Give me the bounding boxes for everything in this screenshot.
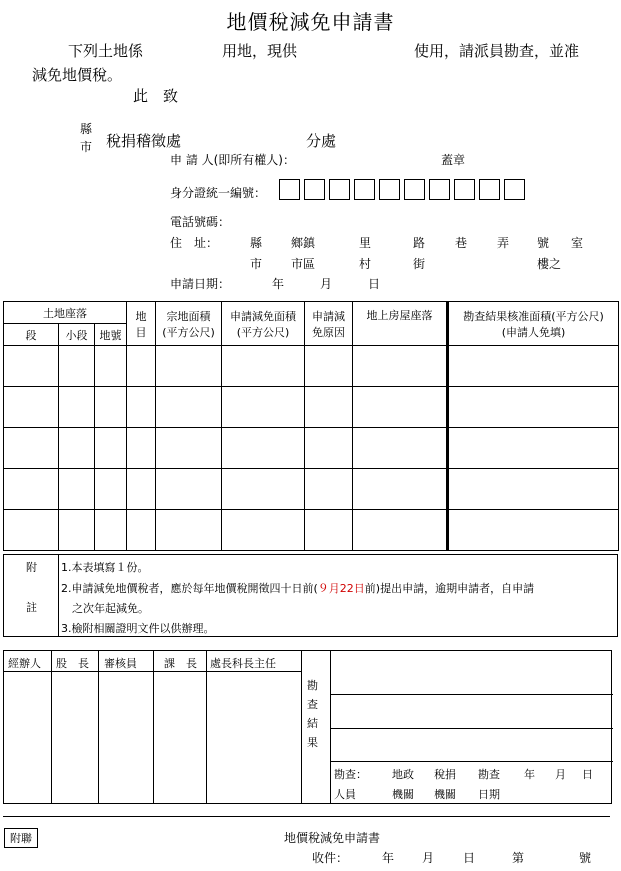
table-cell[interactable] [59, 469, 95, 510]
col-section-chief: 股 長 [56, 657, 89, 670]
id-digit-box[interactable] [429, 179, 450, 200]
addr-lane: 巷 [455, 236, 468, 250]
receipt-day: 日 [463, 851, 476, 865]
table-cell[interactable] [448, 387, 619, 428]
table-cell[interactable] [353, 387, 448, 428]
table-row [4, 346, 619, 387]
table-cell[interactable] [127, 469, 156, 510]
table-cell[interactable] [305, 510, 353, 551]
header-reason: 申請減 免原因 [305, 302, 353, 346]
survey-land: 地政 [392, 768, 414, 781]
date-day: 日 [368, 277, 381, 291]
table-cell[interactable] [59, 346, 95, 387]
addr-village: 村 [359, 257, 372, 271]
survey-tax: 稅捐 [434, 768, 456, 781]
survey-day: 日 [582, 768, 593, 781]
col-reviewer: 審核員 [104, 657, 137, 670]
table-cell[interactable] [222, 346, 305, 387]
addr-city: 市 [250, 257, 263, 271]
id-digit-box[interactable] [304, 179, 325, 200]
table-cell[interactable] [353, 428, 448, 469]
survey-survey: 勘查 [478, 768, 500, 781]
header-subsection: 小段 [59, 324, 95, 346]
header-apply-area: 申請減免面積 (平方公尺) [222, 302, 305, 346]
id-digit-box[interactable] [354, 179, 375, 200]
signoff-divider [153, 651, 154, 803]
survey-agency-1: 機關 [392, 788, 414, 801]
receipt-month: 月 [422, 851, 435, 865]
receipt-no: 第 [512, 851, 525, 865]
table-cell[interactable] [95, 428, 127, 469]
note-2-cont: 之次年起減免。 [72, 602, 149, 615]
notes-label-top: 附 [26, 561, 37, 574]
signoff-divider [98, 651, 99, 803]
table-cell[interactable] [353, 510, 448, 551]
survey-agency-2: 機關 [434, 788, 456, 801]
footer-form-name: 地價稅減免申請書 [284, 831, 381, 845]
addr-district: 市區 [291, 257, 316, 271]
notes-label-bottom: 註 [26, 601, 37, 614]
header-section: 段 [4, 324, 59, 346]
table-cell[interactable] [222, 387, 305, 428]
notes-box [3, 554, 618, 637]
id-digit-box[interactable] [329, 179, 350, 200]
table-cell[interactable] [156, 346, 222, 387]
table-cell[interactable] [448, 469, 619, 510]
table-cell[interactable] [305, 346, 353, 387]
intro-part3: 使用，請派員勘查，並准 [414, 42, 580, 60]
note-3: 3.檢附相關證明文件以供辦理。 [61, 622, 215, 635]
addr-floor: 樓之 [537, 257, 562, 271]
seal-label: 蓋章 [441, 153, 466, 167]
survey-label-4: 果 [307, 736, 318, 749]
table-cell[interactable] [127, 346, 156, 387]
note-2: 2.申請減免地價稅者，應於每年地價稅開徵四十日前(９月22日前)提出申請，逾期申請者，自申請 [61, 582, 535, 595]
cut-line [3, 816, 610, 817]
addr-street: 街 [413, 257, 426, 271]
addr-county: 縣 [250, 236, 263, 250]
table-cell[interactable] [305, 387, 353, 428]
table-cell[interactable] [4, 469, 59, 510]
date-month: 月 [320, 277, 333, 291]
table-cell[interactable] [222, 510, 305, 551]
intro-part2: 用地，現供 [222, 42, 298, 60]
office-city: 市 [80, 140, 93, 154]
header-lot-number: 地號 [95, 324, 127, 346]
office-name: 稅捐稽徵處 [106, 132, 182, 150]
col-director: 處長科長主任 [210, 657, 276, 670]
addr-room: 室 [571, 236, 584, 250]
survey-label-1: 勘 [307, 679, 318, 692]
signoff-divider [301, 651, 302, 803]
addr-township: 鄉鎮 [291, 236, 316, 250]
table-cell[interactable] [4, 346, 59, 387]
table-cell[interactable] [127, 510, 156, 551]
id-digit-box[interactable] [379, 179, 400, 200]
id-digit-box[interactable] [279, 179, 300, 200]
id-label: 身分證統一編號： [170, 186, 267, 200]
table-cell[interactable] [448, 346, 619, 387]
survey-staff-1: 勘查： [334, 768, 367, 781]
notes-label-column [4, 555, 59, 636]
id-digit-box[interactable] [504, 179, 525, 200]
table-row [4, 469, 619, 510]
table-cell[interactable] [95, 510, 127, 551]
intro-line2: 減免地價稅。 [32, 66, 123, 84]
table-cell[interactable] [305, 428, 353, 469]
table-cell[interactable] [59, 510, 95, 551]
id-digit-box[interactable] [404, 179, 425, 200]
col-division-chief: 課 長 [164, 657, 197, 670]
salutation: 此 致 [133, 87, 179, 105]
table-cell[interactable] [4, 510, 59, 551]
survey-line [330, 728, 613, 729]
addr-road: 路 [413, 236, 426, 250]
table-row [4, 428, 619, 469]
land-table [3, 301, 619, 551]
table-cell[interactable] [353, 346, 448, 387]
addr-li: 里 [359, 236, 372, 250]
table-cell[interactable] [156, 510, 222, 551]
table-cell[interactable] [127, 387, 156, 428]
table-cell[interactable] [4, 428, 59, 469]
id-digit-box[interactable] [479, 179, 500, 200]
survey-label-3: 結 [307, 717, 318, 730]
table-cell[interactable] [59, 428, 95, 469]
signoff-divider [51, 651, 52, 803]
receipt-year: 年 [382, 851, 395, 865]
survey-date: 日期 [478, 788, 500, 801]
intro-part1: 下列土地係 [68, 42, 144, 60]
note-deadline: ９月22日 [317, 582, 365, 595]
page-title: 地價稅減免申請書 [226, 10, 395, 34]
id-digit-box[interactable] [454, 179, 475, 200]
survey-staff-2: 人員 [334, 788, 356, 801]
signoff-divider [330, 651, 331, 803]
table-cell[interactable] [156, 469, 222, 510]
addr-number: 號 [537, 236, 550, 250]
survey-line [330, 694, 613, 695]
table-cell[interactable] [95, 387, 127, 428]
office-county: 縣 [80, 122, 93, 136]
header-land-location: 土地座落 [4, 302, 127, 324]
office-branch: 分處 [306, 132, 337, 150]
table-cell[interactable] [127, 428, 156, 469]
applicant-label: 申 請 人(即所有權人)： [170, 153, 295, 167]
date-year: 年 [272, 277, 285, 291]
table-cell[interactable] [448, 510, 619, 551]
table-row [4, 387, 619, 428]
survey-month: 月 [555, 768, 566, 781]
table-row [4, 510, 619, 551]
table-cell[interactable] [59, 387, 95, 428]
table-cell[interactable] [95, 346, 127, 387]
addr-alley: 弄 [497, 236, 510, 250]
header-land-use: 地 目 [127, 302, 156, 346]
header-result: 勘查結果核准面積(平方公尺) (申請人免填) [448, 302, 619, 346]
table-cell[interactable] [222, 428, 305, 469]
table-cell[interactable] [305, 469, 353, 510]
receipt-suffix: 號 [579, 851, 592, 865]
table-cell[interactable] [222, 469, 305, 510]
header-building: 地上房屋座落 [353, 302, 448, 346]
address-label: 住 址： [170, 236, 219, 250]
table-cell[interactable] [156, 387, 222, 428]
table-cell[interactable] [353, 469, 448, 510]
date-label: 申請日期： [170, 277, 231, 291]
phone-label: 電話號碼： [170, 215, 231, 229]
receipt-label: 收件： [312, 851, 349, 865]
table-cell[interactable] [448, 428, 619, 469]
signoff-divider [206, 651, 207, 803]
table-cell[interactable] [95, 469, 127, 510]
attach-label: 附聯 [4, 828, 38, 848]
table-cell[interactable] [156, 428, 222, 469]
survey-year: 年 [524, 768, 535, 781]
note-1: 1.本表填寫１份。 [61, 561, 149, 574]
survey-label-2: 查 [307, 698, 318, 711]
col-clerk: 經辦人 [8, 657, 41, 670]
header-area: 宗地面積 (平方公尺) [156, 302, 222, 346]
signoff-box [3, 650, 612, 804]
table-cell[interactable] [4, 387, 59, 428]
survey-line [330, 761, 613, 762]
